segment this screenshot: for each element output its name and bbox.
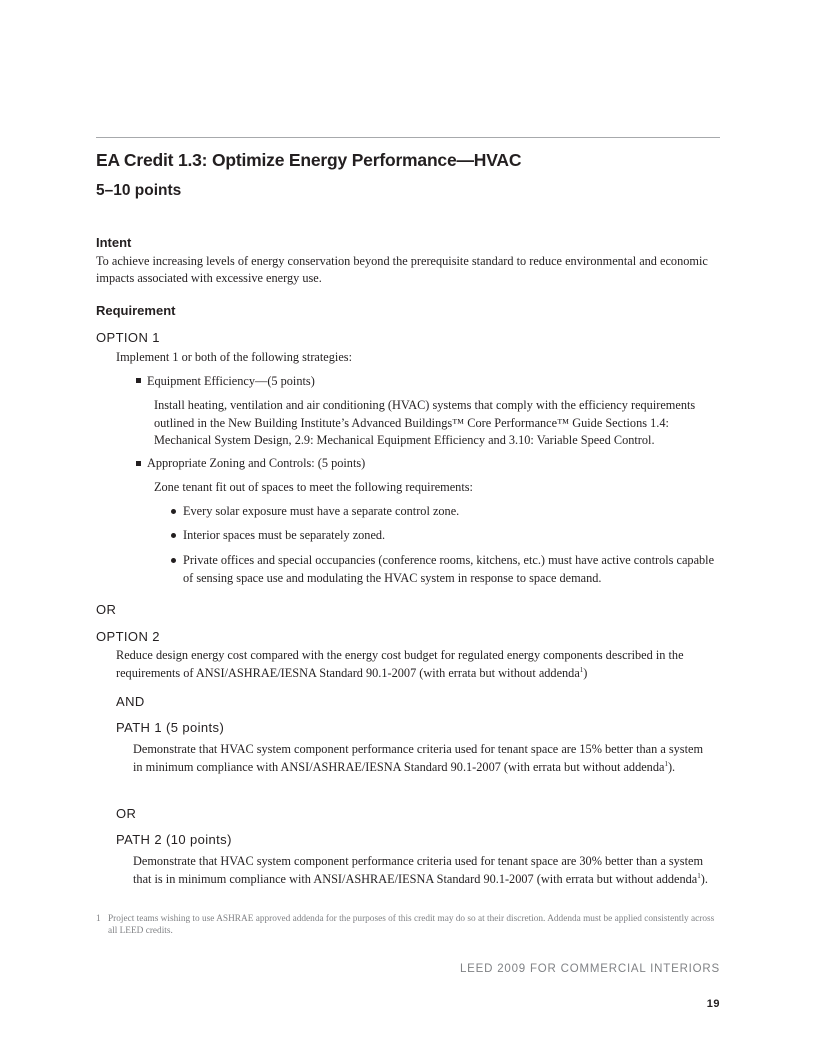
strategy1-text: Install heating, ventilation and air conditioning (HVAC) systems that comply with the efficiency requirements outlined in the New Building Institute’s Advanced Buildings™ Core Performance™ Guide Sections 1.4: Mechanical System Design, 2.9: Mechanical Equipment Efficiency and 3.10: Variable Speed Control. [154,398,696,447]
intent-text: To achieve increasing levels of energy conservation beyond the prerequisite standard to reduce environmental and economic impacts associated with excessive energy use. [96,254,708,285]
list-item: Interior spaces must be separately zoned. [183,528,386,542]
square-bullet-icon [136,461,141,466]
or-separator: OR [96,602,117,617]
strategy1-title: Equipment Efficiency—(5 points) [147,374,315,388]
path1-text: Demonstrate that HVAC system component performance criteria used for tenant space are 15% better than a system in minimum compliance with ANSI/ASHRAE/IESNA Standard 90.1-2007 (with errata but without addenda$^1$). [133,742,704,774]
page-number: 19 [706,998,720,1010]
intent-heading: Intent [96,235,132,250]
option2-label: OPTION 2 [96,629,160,644]
path1-label: PATH 1 (5 points) [116,720,225,735]
or-separator-2: OR [116,806,137,821]
square-bullet-icon [136,378,141,383]
list-item: Private offices and special occupancies (conference rooms, kitchens, etc.) must have active controls capable of sensing space use and modulating the HVAC system in response to space demand. [183,553,715,585]
option1-label: OPTION 1 [96,330,160,345]
strategy2-intro: Zone tenant fit out of spaces to meet the following requirements: [154,480,473,494]
footer-brand: LEED 2009 FOR COMMERCIAL INTERIORS [459,963,720,975]
dot-bullet-icon [171,533,176,538]
points-subtitle: 5–10 points [96,182,182,199]
footnote-marker: 1 [96,914,101,924]
option1-intro: Implement 1 or both of the following strategies: [116,350,352,364]
dot-bullet-icon [171,558,176,563]
option2-text: Reduce design energy cost compared with the energy cost budget for regulated energy components described in the requirements of ANSI/ASHRAE/IESNA Standard 90.1-2007 (with errata but without addenda$^1$) [116,648,684,680]
path2-text: Demonstrate that HVAC system component performance criteria used for tenant space are 30% better than a system that is in minimum compliance with ANSI/ASHRAE/IESNA Standard 90.1-2007 (with errata but without addenda$^1$). [133,854,708,886]
footnote-text: Project teams wishing to use ASHRAE approved addenda for the purposes of this credit may do so at their discretion. Addenda must be applied consistently across all LEED credits. [108,914,715,936]
page-title: EA Credit 1.3: Optimize Energy Performance—HVAC [96,150,522,170]
header-rule [96,137,720,138]
footnote-ref: 1 [579,665,584,674]
path2-label: PATH 2 (10 points) [116,832,232,847]
dot-bullet-icon [171,509,176,514]
strategy2-title: Appropriate Zoning and Controls: (5 points) [147,456,366,470]
and-separator: AND [116,694,145,709]
footnote-ref: 1 [664,759,668,768]
requirement-heading: Requirement [96,303,176,318]
footnote-ref: 1 [697,871,701,880]
list-item: Every solar exposure must have a separate control zone. [183,504,460,518]
